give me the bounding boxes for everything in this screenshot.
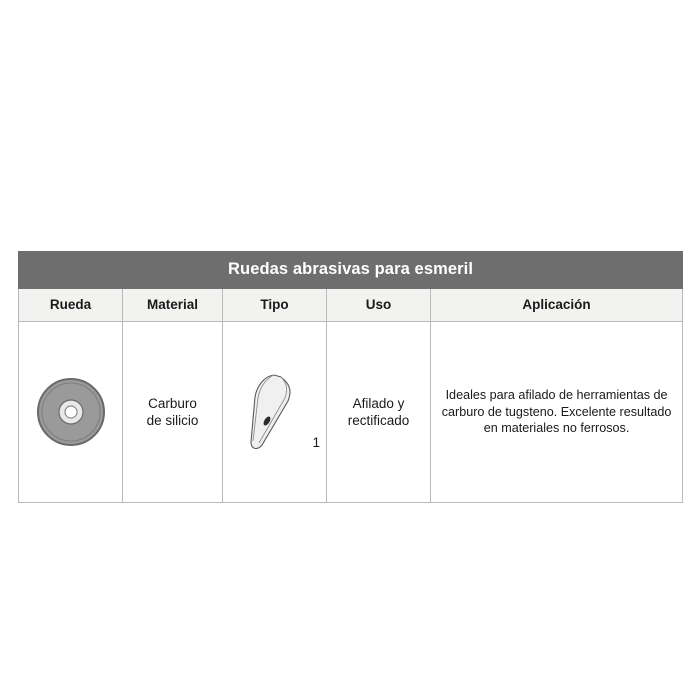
grinding-wheel-icon [32, 373, 110, 451]
column-header-rueda: Rueda [19, 289, 123, 322]
abrasive-wheels-table [18, 251, 683, 503]
cell-tipo [223, 322, 327, 503]
column-header-aplicacion: Aplicación [431, 289, 683, 322]
column-header-material: Material [123, 289, 223, 322]
cell-material [123, 322, 223, 503]
cell-uso [327, 322, 431, 503]
cell-aplicacion: Ideales para afilado de herramientas de carburo de tugsteno. Excelente resultado en materiales no ferrosos. [431, 322, 683, 503]
column-header-uso: Uso [327, 289, 431, 322]
tipo-cell-inner [229, 371, 320, 453]
table-title: Ruedas abrasivas para esmeril [19, 252, 683, 289]
table-title-row [19, 252, 683, 289]
column-header-tipo: Tipo [223, 289, 327, 322]
dish-wheel-shape-icon [240, 371, 300, 453]
tipo-number: 1 [312, 434, 320, 450]
uso-line-2: rectificado [347, 413, 410, 428]
material-line-2: de silicio [146, 413, 199, 428]
table-header-row [19, 289, 683, 322]
table-row [19, 322, 683, 503]
material-line-1: Carburo [148, 395, 197, 411]
cell-rueda [19, 322, 123, 503]
uso-line-1: Afilado y [352, 395, 405, 411]
abrasive-wheels-table-container [18, 251, 682, 503]
